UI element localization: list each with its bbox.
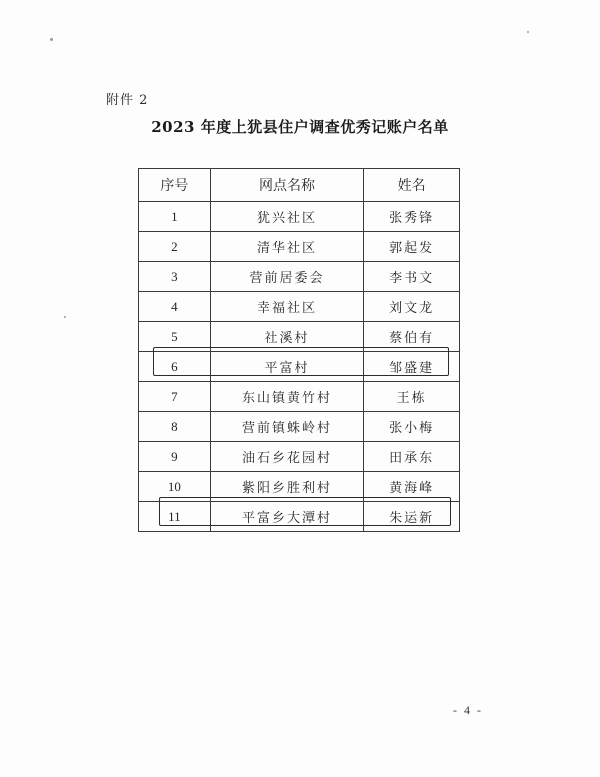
table-row: [139, 232, 460, 262]
table-row: [139, 262, 460, 292]
person-name: 郭起发: [364, 232, 460, 262]
table-row: [139, 202, 460, 232]
site-name: 油石乡花园村: [210, 442, 363, 472]
site-name: 清华社区: [210, 232, 363, 262]
site-name: 平富村: [210, 352, 363, 382]
site-name: 平富乡大潭村: [210, 502, 363, 532]
row-number: 10: [139, 472, 211, 502]
row-number: 3: [139, 262, 211, 292]
person-name: 王栋: [364, 382, 460, 412]
row-number: 6: [139, 352, 211, 382]
person-name: 张小梅: [364, 412, 460, 442]
row-number: 9: [139, 442, 211, 472]
person-name: 刘文龙: [364, 292, 460, 322]
person-name: 朱运新: [364, 502, 460, 532]
person-name: 蔡伯有: [364, 322, 460, 352]
document-title: 2023 年度上犹县住户调查优秀记账户名单: [151, 118, 449, 136]
table-row: [139, 322, 460, 352]
table-row: [139, 292, 460, 322]
attachment-label: 附件 2: [106, 93, 149, 108]
page-number: - 4 -: [453, 703, 483, 717]
row-number: 11: [139, 502, 211, 532]
scan-speck: [50, 38, 53, 41]
row-number: 7: [139, 382, 211, 412]
column-header-site: 网点名称: [210, 169, 363, 202]
column-header-number: 序号: [139, 169, 211, 202]
person-name: 邹盛建: [364, 352, 460, 382]
site-name: 幸福社区: [210, 292, 363, 322]
row-number: 1: [139, 202, 211, 232]
site-name: 营前镇蛛岭村: [210, 412, 363, 442]
site-name: 社溪村: [210, 322, 363, 352]
recognition-table: [138, 168, 460, 532]
scan-speck: [64, 316, 66, 318]
row-number: 2: [139, 232, 211, 262]
scan-speck: [527, 31, 529, 33]
table-header-row: [139, 169, 460, 202]
column-header-name: 姓名: [364, 169, 460, 202]
site-name: 东山镇黄竹村: [210, 382, 363, 412]
row-number: 4: [139, 292, 211, 322]
site-name: 紫阳乡胜利村: [210, 472, 363, 502]
person-name: 田承东: [364, 442, 460, 472]
table-row: [139, 472, 460, 502]
site-name: 营前居委会: [210, 262, 363, 292]
person-name: 李书文: [364, 262, 460, 292]
person-name: 黄海峰: [364, 472, 460, 502]
table-row: [139, 502, 460, 532]
person-name: 张秀锋: [364, 202, 460, 232]
row-number: 8: [139, 412, 211, 442]
row-number: 5: [139, 322, 211, 352]
table-row: [139, 352, 460, 382]
table-row: [139, 442, 460, 472]
site-name: 犹兴社区: [210, 202, 363, 232]
table-row: [139, 382, 460, 412]
table-row: [139, 412, 460, 442]
